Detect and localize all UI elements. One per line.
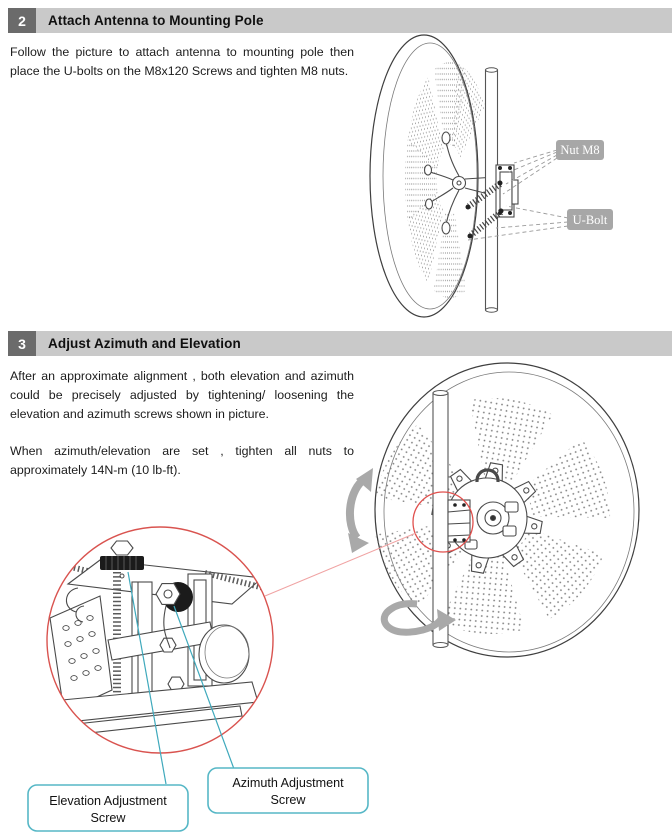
elevation-screw-callout [28,785,188,831]
figure-attach-antenna [355,22,672,322]
section-2-title: Attach Antenna to Mounting Pole [48,13,264,28]
section-3-paragraph-2: When azimuth/elevation are set , tighten all nuts to approximately 14N-m (10 lb-ft). [10,444,354,477]
nut-m8-label [556,140,604,160]
figure-adjust-azimuth-elevation [0,356,672,838]
magnified-detail [47,527,273,753]
dish-antenna-side-view [370,35,496,317]
section-2-number: 2 [8,8,36,33]
section-3-paragraph-1: After an approximate alignment , both elevation and azimuth could be precisely adjusted by tightening/ loosening the elevation and azimuth screws shown in picture. [10,369,354,421]
section-2-paragraph: Follow the picture to attach antenna to mounting pole then place the U-bolts on the M8x120 Screws and tighten M8 nuts. [10,45,354,78]
section-3-header [8,331,672,356]
azimuth-callout-text-line2: Screw [270,793,306,807]
mounting-pole [433,391,448,648]
section-3-title: Adjust Azimuth and Elevation [48,336,241,351]
elevation-rotation-arrow [348,468,373,553]
azimuth-screw-callout [208,768,368,813]
u-bolt-label-text: U-Bolt [572,213,608,227]
nut-m8-label-text: Nut M8 [560,143,600,157]
section-3-number: 3 [8,331,36,356]
elevation-callout-text-line2: Screw [90,811,126,825]
elevation-callout-text-line1: Elevation Adjustment [49,794,167,808]
dish-antenna-front-view [369,363,639,657]
pole-bracket [448,500,470,542]
azimuth-callout-text-line1: Azimuth Adjustment [232,776,344,790]
u-bolt-label [567,209,613,230]
